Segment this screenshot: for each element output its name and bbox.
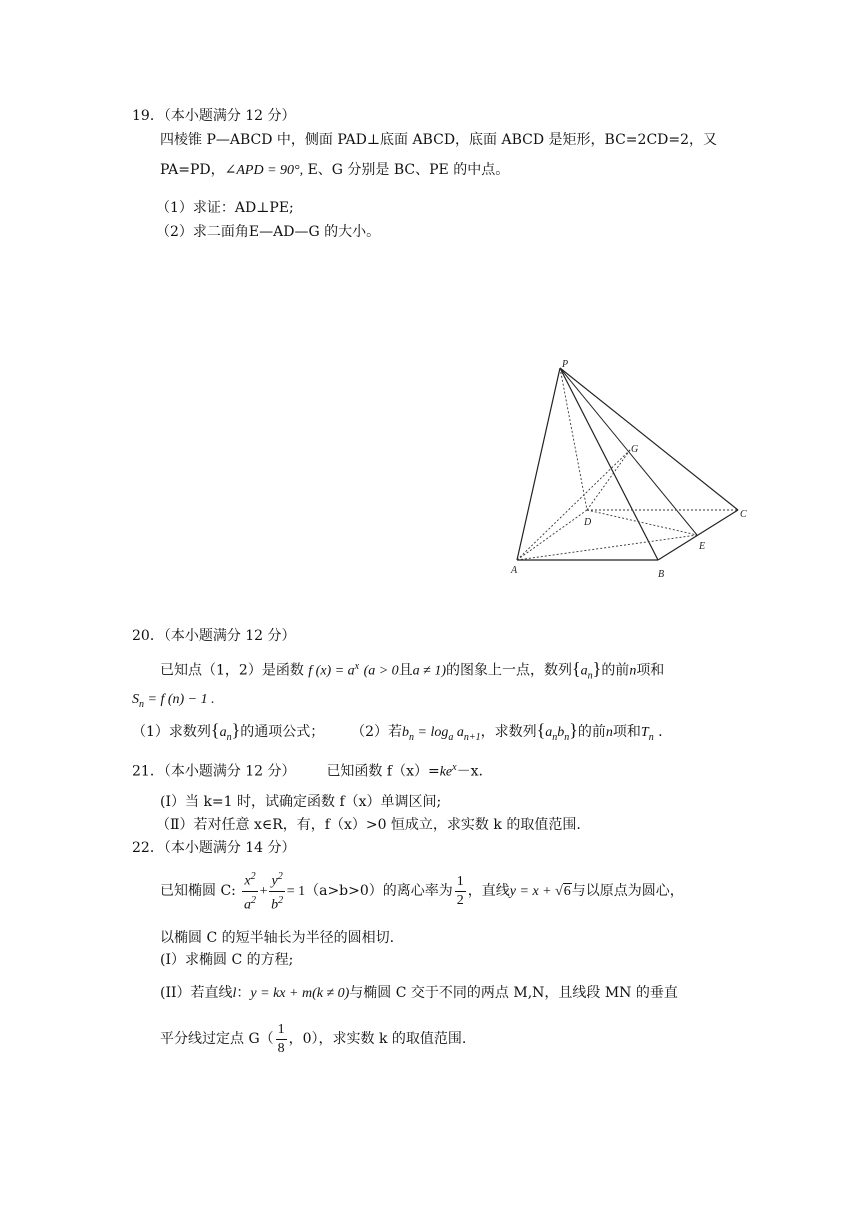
q21-part1: (I）当 k=1 时，试确定函数 f（x）单调区间;: [160, 794, 442, 810]
q21-intro-a: 已知函数 f（x）=: [326, 763, 440, 780]
q22-part1: (I）求椭圆 C 的方程;: [160, 952, 294, 968]
brace-left: {: [572, 658, 581, 679]
q20-p2-T: T: [640, 725, 649, 740]
q20-line2: [132, 689, 215, 715]
q20-p2-seq: a: [545, 725, 553, 740]
q21-intro-b: －x.: [456, 763, 483, 780]
q20-p1-seq: a: [219, 725, 227, 740]
q20-p2-end: .: [653, 724, 663, 740]
q20-S-rest: = f (n) − 1 .: [144, 692, 215, 707]
q21-part2: （Ⅱ）若对任意 x∈R，有，f（x）>0 恒成立，求实数 k 的取值范围.: [156, 817, 581, 833]
q22-line1: 已知椭圆 C: $\frac{x^2}{a^2}$ + $\frac{y^2}{b^2}$ = 1（a>b>0）的离心率为 $\frac{1}{2}$ ，直线y = x + √6与以原点为圆心，: [160, 868, 684, 914]
label-D: D: [584, 517, 592, 528]
q20-l1-b: 的图象上一点，数列: [446, 662, 573, 679]
q22-l1-c: 与以原点为圆心，: [571, 883, 684, 900]
q20-p1-a: （1）求数列: [132, 724, 211, 740]
edge-DG: [587, 450, 630, 510]
q20-fx: f (x) = a: [308, 663, 355, 679]
q21-header-line: [132, 758, 483, 783]
q21-ke: ke: [439, 764, 453, 780]
q19-line2: [160, 160, 509, 181]
q20-cond-a: (a > 0: [363, 663, 399, 679]
q22-frac-x: $\frac{x^2}{a^2}$: [242, 868, 257, 914]
brace-left: {: [210, 720, 220, 740]
q22-line-eq: y = x +: [509, 884, 556, 900]
q22-frac-half: $\frac{1}{2}$: [456, 873, 464, 908]
edge-AD: [517, 510, 587, 560]
q20-p2-seq2: b: [557, 725, 565, 740]
q20-p2-e: 项和: [612, 724, 641, 740]
q19-line2-a: PA=PD，: [160, 162, 225, 178]
q22-cond: （a>b>0）的离心率为: [305, 883, 453, 900]
q22-l1-a: 已知椭圆 C:: [160, 883, 236, 900]
brace-right: }: [592, 658, 602, 679]
q22-p2-l: l: [232, 986, 237, 1001]
q20-p2-b-sub: n: [409, 731, 415, 743]
q20-seq-sub: n: [587, 670, 593, 682]
q22-l1-b: ，直线: [467, 883, 510, 900]
q20-seq: a: [580, 663, 588, 679]
q20-cond-b: a ≠ 1): [412, 663, 447, 679]
pyramid-figure: [500, 355, 760, 585]
q20-p1-seq-sub: n: [226, 731, 232, 743]
q22-frac-y: $\frac{y^2}{b^2}$: [269, 868, 284, 914]
q20-l1-c: 的前: [601, 662, 630, 679]
q22-p3-b: ，0），求实数 k 的取值范围.: [288, 1031, 467, 1047]
q20-cond-mid: 且: [398, 662, 413, 679]
q20-p2-arg: a: [453, 725, 464, 740]
q22-sqrt6: 6: [563, 884, 571, 900]
q20-p2-n: n: [605, 725, 613, 740]
brace-right: }: [569, 720, 578, 740]
label-A: A: [511, 565, 518, 576]
q20-p2-log-sub: a: [448, 731, 454, 743]
edge-BC: [658, 510, 738, 560]
q20-p1-b: 的通项公式；: [240, 724, 325, 740]
q21-exp: x: [452, 762, 457, 773]
q22-part2: [160, 983, 678, 1004]
q20-p2-T-sub: n: [648, 731, 654, 743]
q20-l1-d: 项和: [636, 662, 665, 679]
edge-PC: [560, 368, 738, 510]
label-B: B: [658, 569, 665, 580]
edge-PB: [560, 368, 658, 560]
edge-AG: [517, 450, 630, 560]
q20-l1-a: 已知点（1，2）是函数: [160, 662, 304, 679]
q22-p2-eq: y = kx + m(k ≠ 0): [250, 986, 350, 1001]
q20-p2-c: ，求数列: [480, 724, 537, 740]
q22-p2-a: (II）若直线: [160, 985, 233, 1001]
q19-header: 19．（本小题满分 12 分）: [132, 108, 296, 124]
edge-PD: [560, 368, 587, 510]
label-P: P: [562, 359, 569, 370]
edge-DE: [587, 510, 697, 535]
q22-p3-a: 平分线过定点 G（: [160, 1031, 274, 1047]
label-E: E: [699, 541, 706, 552]
q20-p2-d: 的前: [577, 724, 606, 740]
q19-line1: 四棱锥 P—ABCD 中，侧面 PAD⊥底面 ABCD，底面 ABCD 是矩形，BC=2CD=2，又: [160, 132, 718, 148]
q20-S-sub: n: [139, 698, 144, 710]
q19-part2: （2）求二面角E—AD—G 的大小。: [156, 224, 381, 240]
q20-header: 20．（本小题满分 12 分）: [132, 628, 296, 644]
edge-PA: [517, 368, 560, 560]
q20-S: S: [132, 692, 139, 707]
q22-line2: 以椭圆 C 的短半轴长为半径的圆相切.: [160, 930, 395, 946]
q21-header: 21．（本小题满分 12 分）: [132, 763, 296, 780]
q20-p2-b: b: [402, 725, 410, 740]
q20-parts: [132, 720, 663, 748]
q20-fx-exp: x: [354, 661, 360, 672]
label-C: C: [740, 509, 747, 520]
q22-p2-b: 与椭圆 C 交于不同的两点 M,N，且线段 MN 的垂直: [349, 985, 678, 1001]
q20-n: n: [629, 663, 637, 679]
q19-part1: （1）求证：AD⊥PE;: [156, 200, 294, 216]
q20-p2-eq: = log: [414, 725, 449, 740]
q19-angle: ∠APD = 90°,: [224, 163, 304, 178]
edge-AE: [517, 535, 697, 560]
q20-p2-arg-sub: n+1: [463, 731, 481, 743]
label-G: G: [631, 444, 639, 455]
q22-p2-colon: ：: [236, 985, 251, 1001]
brace-right: }: [231, 720, 241, 740]
q20-p2-seq-sub1: n: [552, 731, 558, 743]
q22-line3: [160, 1016, 466, 1062]
q19-line2-b: E、G 分别是 BC、PE 的中点。: [303, 162, 510, 178]
brace-left: {: [536, 720, 546, 740]
q22-header: 22．（本小题满分 14 分）: [132, 840, 296, 856]
q20-p2-a: （2）若: [351, 724, 403, 740]
q20-line1: [160, 657, 664, 686]
q22-frac-eighth: $\frac{1}{8}$: [277, 1021, 285, 1056]
q20-p2-seq-sub2: n: [564, 731, 570, 743]
q22-eq1: = 1: [286, 884, 306, 900]
